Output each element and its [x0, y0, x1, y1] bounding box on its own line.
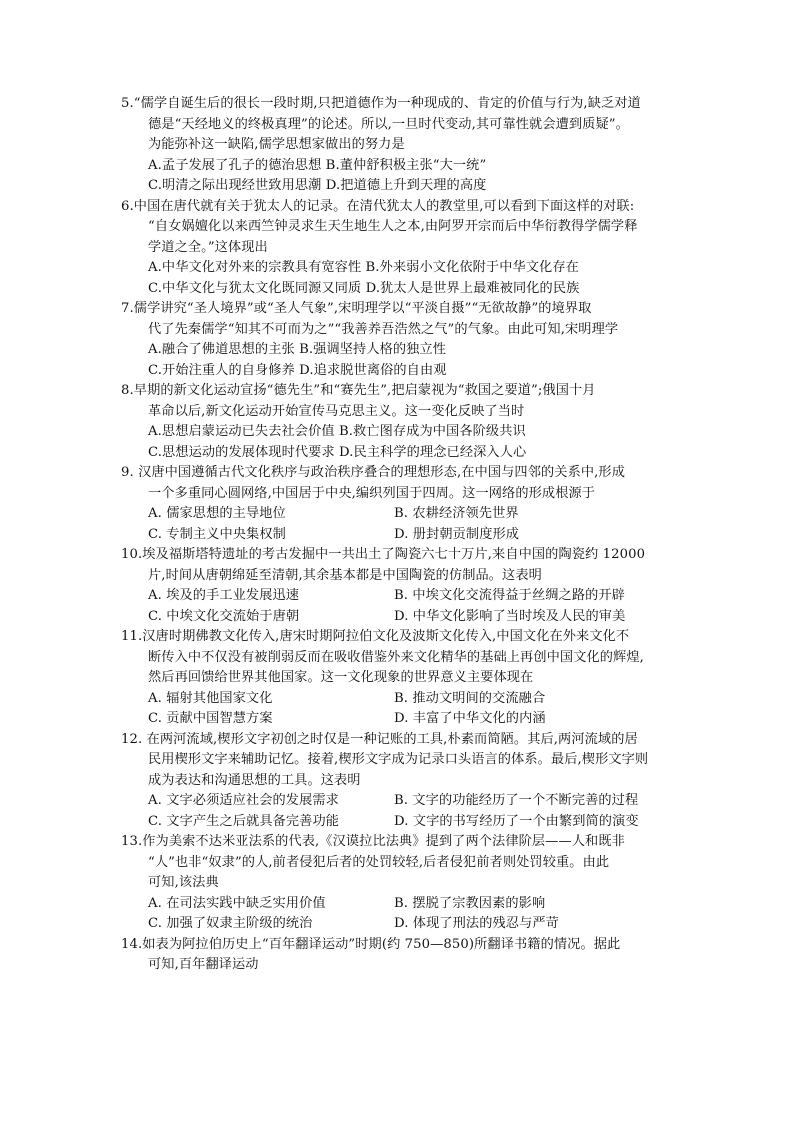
question-stem-start: 12. 在两河流域,楔形文字初创之时仅是一种记账的工具,朴素而简陋。其后,两河流域的居: [121, 731, 638, 747]
question-stem-line: 一个多重同心圆网络,中国居于中央,编织列国于四周。这一网络的形成根源于: [148, 485, 596, 501]
question-stem-line: 可知,百年翻译运动: [148, 957, 259, 972]
question-stem-line: 断传入中不仅没有被削弱反而在吸收借鉴外来文化精华的基础上再创中国文化的辉煌,: [148, 649, 644, 665]
question-stem-line: 学道之全。”这体现出: [148, 239, 268, 255]
answer-option: A.思想启蒙运动已失去社会价值 B.救亡图存成为中国各阶级共识: [148, 424, 526, 439]
question-stem-start: 9. 汉唐中国遵循古代文化秩序与政治秩序叠合的理想形态,在中国与四邻的关系中,形成: [121, 465, 626, 480]
question-stem-line: 可知,该法典: [148, 875, 219, 890]
answer-option: A.中华文化对外来的宗教具有宽容性 B.外来弱小文化依附于中华文化存在: [148, 260, 579, 275]
question-stem-line: 成为表达和沟通思想的工具。这表明: [148, 772, 361, 788]
answer-option: B. 中埃文化交流得益于丝绸之路的开辟: [394, 588, 625, 603]
answer-option: C. 贡献中国智慧方案: [148, 711, 273, 726]
question-stem-start: 11.汉唐时期佛教文化传入,唐宋时期阿拉伯文化及波斯文化传入,中国文化在外来文化不: [121, 629, 630, 644]
answer-option: C. 加强了奴隶主阶级的统治: [148, 916, 313, 931]
answer-option: D. 丰富了中华文化的内涵: [394, 711, 546, 726]
answer-option: A. 辐射其他国家文化: [148, 690, 273, 706]
answer-option: C. 专制主义中央集权制: [148, 526, 286, 542]
answer-option: C. 文字产生之后就具备完善功能: [148, 813, 340, 829]
question-stem-start: 14.如表为阿拉伯历史上“百年翻译运动”时期(约 750—850)所翻译书籍的情况。据此: [121, 936, 621, 952]
question-stem-start: 5.“儒学自诞生后的很长一段时期,只把道德作为一种现成的、肯定的价值与行为,缺乏对道: [121, 96, 641, 111]
answer-option: D. 文字的书写经历了一个由繁到简的演变: [394, 813, 639, 829]
question-stem-start: 13.作为美索不达米亚法系的代表,《汉谟拉比法典》提到了两个法律阶层——人和既非: [121, 834, 625, 849]
question-stem-line: 为能弥补这一缺陷,儒学思想家做出的努力是: [148, 137, 405, 152]
question-stem-start: 10.埃及福斯塔特遗址的考古发掘中一共出土了陶瓷六七十万片,来自中国的陶瓷约 12000: [121, 547, 646, 562]
answer-option: A. 儒家思想的主导地位: [148, 506, 286, 521]
question-stem-start: 8.早期的新文化运动宣扬“德先生”和“赛先生”,把启蒙视为“救国之要道”;俄国十月: [121, 383, 596, 398]
answer-option: A. 在司法实践中缺乏实用价值: [148, 895, 326, 911]
answer-option: A.融合了佛道思想的主张 B.强调坚持人格的独立性: [148, 342, 447, 357]
answer-option: C.开始注重人的自身修养 D.追求脱世离俗的自由观: [148, 362, 447, 378]
answer-option: A. 文字必须适应社会的发展需求: [148, 793, 339, 808]
answer-option: C.思想运动的发展体现时代要求 D.民主科学的理念已经深入人心: [148, 444, 527, 460]
question-stem-start: 7.儒学讲究“圣人境界”或“圣人气象”,宋明理学以“平淡自摄”“无欲故静”的境界取: [121, 301, 592, 316]
question-stem-start: 6.中国在唐代就有关于犹太人的记录。在清代犹太人的教堂里,可以看到下面这样的对联:: [121, 198, 635, 214]
answer-option: D. 册封朝贡制度形成: [394, 526, 520, 542]
question-stem-line: “人”也非“奴隶”的人,前者侵犯后者的处罚较轻,后者侵犯前者则处罚较重。由此: [148, 854, 610, 870]
answer-option: B. 农耕经济领先世界: [394, 506, 519, 521]
question-stem-line: 民用楔形文字来辅助记忆。接着,楔形文字成为记录口头语言的体系。最后,楔形文字则: [148, 752, 649, 767]
answer-option: D. 中华文化影响了当时埃及人民的审美: [394, 608, 626, 624]
question-stem-line: 片,时间从唐朝绵延至清朝,其余基本都是中国陶瓷的仿制品。这表明: [148, 567, 542, 583]
answer-option: C.中华文化与犹太文化既同源又同质 D.犹太人是世界上最难被同化的民族: [148, 280, 580, 296]
answer-option: B. 推动文明间的交流融合: [394, 690, 546, 706]
answer-option: D. 体现了刑法的残忍与严苛: [394, 916, 559, 931]
question-stem-line: 德是“天经地义的终极真理”的论述。所以,一旦时代变动,其可靠性就会遭到质疑”。: [148, 116, 629, 132]
question-stem-line: 然后再回馈给世界其他国家。这一文化现象的世界意义主要体现在: [148, 670, 534, 685]
question-stem-line: 代了先秦儒学“知其不可而为之”“我善养吾浩然之气”的气象。由此可知,宋明理学: [148, 321, 619, 337]
question-stem-line: “自女娲嬗化以来西竺钟灵求生天生地生人之本,由阿罗开宗而后中华衍教得学儒学释: [148, 219, 638, 234]
question-stem-line: 革命以后,新文化运动开始宣传马克思主义。这一变化反映了当时: [148, 403, 525, 419]
answer-option: B. 文字的功能经历了一个不断完善的过程: [394, 793, 639, 808]
answer-option: A. 埃及的手工业发展迅速: [148, 588, 300, 603]
answer-option: C.明清之际出现经世致用思潮 D.把道德上升到天理的高度: [148, 178, 487, 193]
answer-option: B. 摆脱了宗教因素的影响: [394, 895, 546, 911]
answer-option: C. 中埃文化交流始于唐朝: [148, 608, 300, 624]
answer-option: A.孟子发展了孔子的德治思想 B.董仲舒积极主张“大一统”: [148, 157, 487, 173]
